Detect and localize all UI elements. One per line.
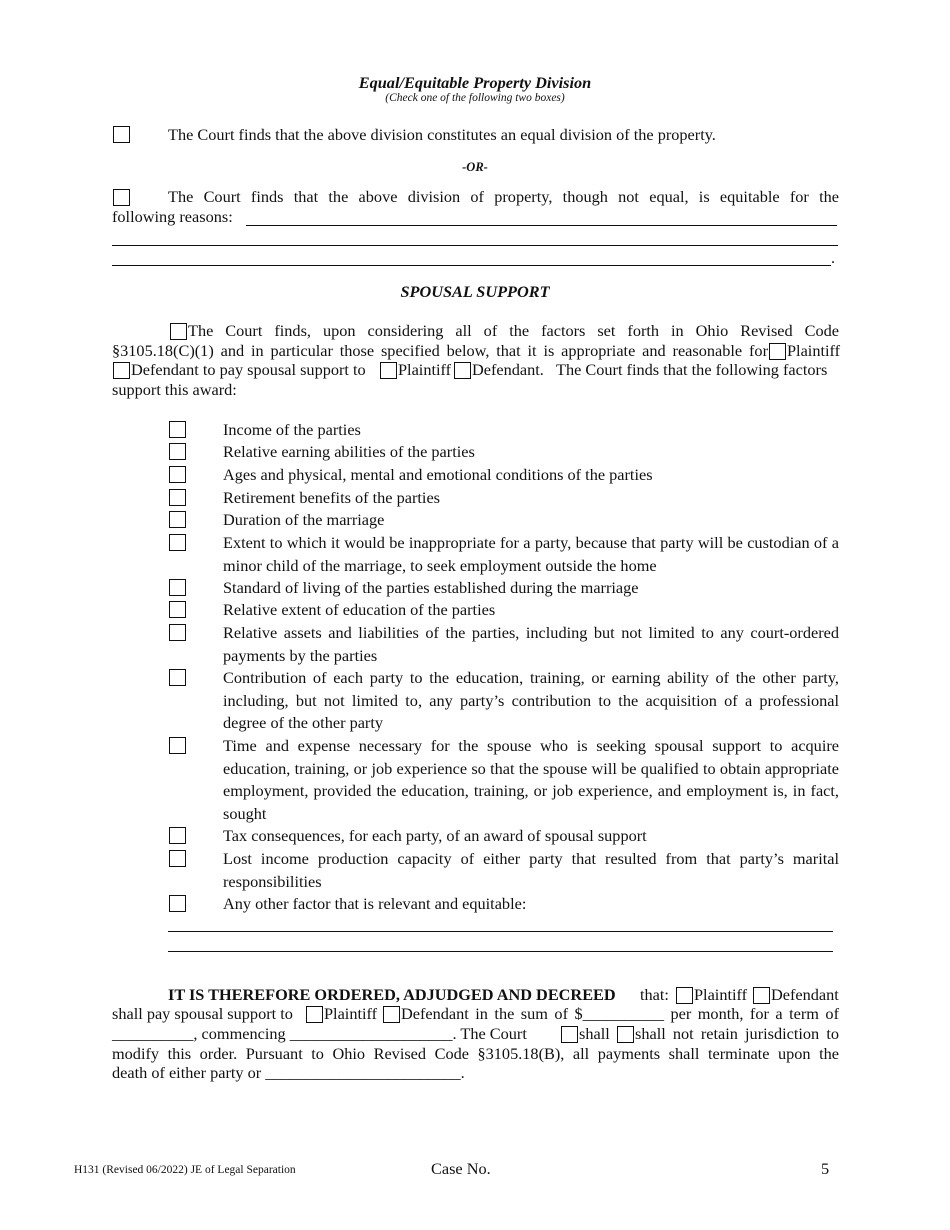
equitable-division-text: The Court finds that the above division of property, though not equal, is equitable for the <box>168 187 839 206</box>
order-that: that: <box>640 985 669 1004</box>
factor-custodian: Extent to which it would be inappropriate for a party, because that party will be custodian of a minor child of the marriage, to seek employment outside the home <box>223 533 839 575</box>
factor-lost-income: Lost income production capacity of either party that resulted from that party’s marital responsibilities <box>223 849 839 891</box>
order-payee-plaintiff-label: Plaintiff <box>324 1004 378 1023</box>
factor-tax: Tax consequences, for each party, of an award of spousal support <box>223 826 647 845</box>
following-reasons-label: following reasons: <box>112 207 233 226</box>
or-divider: -OR- <box>462 160 488 174</box>
factor-contribution: Contribution of each party to the education, training, or earning ability of the other party, including, but not limited to, any party’s contribution to the acquisition of a professional degree of the other party <box>223 668 839 733</box>
factor-earning-abilities: Relative earning abilities of the parties <box>223 442 475 461</box>
footer-form-id: H131 (Revised 06/2022) JE of Legal Separation <box>74 1164 296 1176</box>
payer-plaintiff-label: Plaintiff <box>787 341 841 360</box>
spousal-support-title: SPOUSAL SUPPORT <box>400 282 550 301</box>
order-lead: IT IS THEREFORE ORDERED, ADJUDGED AND DECREED <box>168 985 616 1004</box>
factor-other: Any other factor that is relevant and equitable: <box>223 894 527 913</box>
factor-checkbox-contribution[interactable] <box>169 669 186 686</box>
reasons-line-3[interactable] <box>112 265 831 266</box>
equal-division-text: The Court finds that the above division constitutes an equal division of the property. <box>168 125 716 144</box>
court-finds-checkbox[interactable] <box>170 323 187 340</box>
factor-checkbox-lost-income[interactable] <box>169 850 186 867</box>
order-line3a: __________, commencing ____________________. The Court <box>112 1024 527 1043</box>
payer-plaintiff-checkbox[interactable] <box>769 343 786 360</box>
factor-checkbox-assets-liabilities[interactable] <box>169 624 186 641</box>
reasons-line-1[interactable] <box>246 225 837 226</box>
factor-checkbox-ages-conditions[interactable] <box>169 466 186 483</box>
factor-ages-conditions: Ages and physical, mental and emotional conditions of the parties <box>223 465 653 484</box>
factor-checkbox-other[interactable] <box>169 895 186 912</box>
factor-retirement: Retirement benefits of the parties <box>223 488 441 507</box>
retain-shall-not-label: shall not retain jurisdiction to <box>635 1024 839 1043</box>
factor-checkbox-income[interactable] <box>169 421 186 438</box>
payee-defendant-checkbox[interactable] <box>454 362 471 379</box>
factor-checkbox-tax[interactable] <box>169 827 186 844</box>
other-factor-line-2[interactable] <box>168 951 833 952</box>
payee-defendant-label: Defendant. <box>472 360 544 379</box>
order-payer-defendant-checkbox[interactable] <box>753 987 770 1004</box>
property-division-subtitle: (Check one of the following two boxes) <box>385 92 565 104</box>
order-payee-defendant-checkbox[interactable] <box>383 1006 400 1023</box>
retain-shall-checkbox[interactable] <box>561 1026 578 1043</box>
support-intro-line3a: Defendant to pay spousal support to <box>131 360 366 379</box>
order-payer-plaintiff-checkbox[interactable] <box>676 987 693 1004</box>
factor-education: Relative extent of education of the parties <box>223 600 496 619</box>
factor-income: Income of the parties <box>223 420 361 439</box>
property-division-title: Equal/Equitable Property Division <box>358 73 592 92</box>
factor-duration: Duration of the marriage <box>223 510 385 529</box>
reasons-line-2[interactable] <box>112 245 838 246</box>
factor-assets-liabilities: Relative assets and liabilities of the parties, including but not limited to any court-ordered payments by the parties <box>223 623 839 665</box>
support-intro-line4: support this award: <box>112 380 237 399</box>
equal-division-checkbox[interactable] <box>113 126 130 143</box>
support-intro-line2: §3105.18(C)(1) and in particular those specified below, that it is appropriate and reasonable for <box>112 341 768 360</box>
payee-plaintiff-checkbox[interactable] <box>380 362 397 379</box>
order-line5: death of either party or ________________________. <box>112 1063 465 1082</box>
payer-defendant-checkbox[interactable] <box>113 362 130 379</box>
order-line2a: shall pay spousal support to <box>112 1004 293 1023</box>
factor-checkbox-education[interactable] <box>169 601 186 618</box>
footer-page-number: 5 <box>821 1159 830 1178</box>
factor-checkbox-custodian[interactable] <box>169 534 186 551</box>
support-intro-line3b: The Court finds that the following factors <box>556 360 828 379</box>
factor-checkbox-time-expense[interactable] <box>169 737 186 754</box>
retain-shall-not-checkbox[interactable] <box>617 1026 634 1043</box>
factor-checkbox-earning-abilities[interactable] <box>169 443 186 460</box>
factor-standard-of-living: Standard of living of the parties established during the marriage <box>223 578 639 597</box>
footer-case-no: Case No. <box>431 1159 491 1178</box>
retain-shall-label: shall <box>579 1024 610 1043</box>
factor-checkbox-duration[interactable] <box>169 511 186 528</box>
other-factor-line-1[interactable] <box>168 931 833 932</box>
payee-plaintiff-label: Plaintiff <box>398 360 452 379</box>
equitable-division-checkbox[interactable] <box>113 189 130 206</box>
factor-checkbox-standard-of-living[interactable] <box>169 579 186 596</box>
support-intro-line1: The Court finds, upon considering all of the factors set forth in Ohio Revised Code <box>188 321 839 340</box>
reasons-period: . <box>831 248 836 267</box>
order-payer-defendant-label: Defendant <box>771 985 839 1004</box>
factor-checkbox-retirement[interactable] <box>169 489 186 506</box>
order-payer-plaintiff-label: Plaintiff <box>694 985 748 1004</box>
order-payee-plaintiff-checkbox[interactable] <box>306 1006 323 1023</box>
order-line2b: Defendant in the sum of $__________ per month, for a term of <box>401 1004 839 1023</box>
factor-time-expense: Time and expense necessary for the spouse who is seeking spousal support to acquire education, training, or job experience so that the spouse will be qualified to obtain appropriate employment, provided the education, training, or job experience, and employment is, in fact, sought <box>223 736 839 823</box>
order-line4: modify this order. Pursuant to Ohio Revised Code §3105.18(B), all payments shall terminate upon the <box>112 1044 839 1063</box>
